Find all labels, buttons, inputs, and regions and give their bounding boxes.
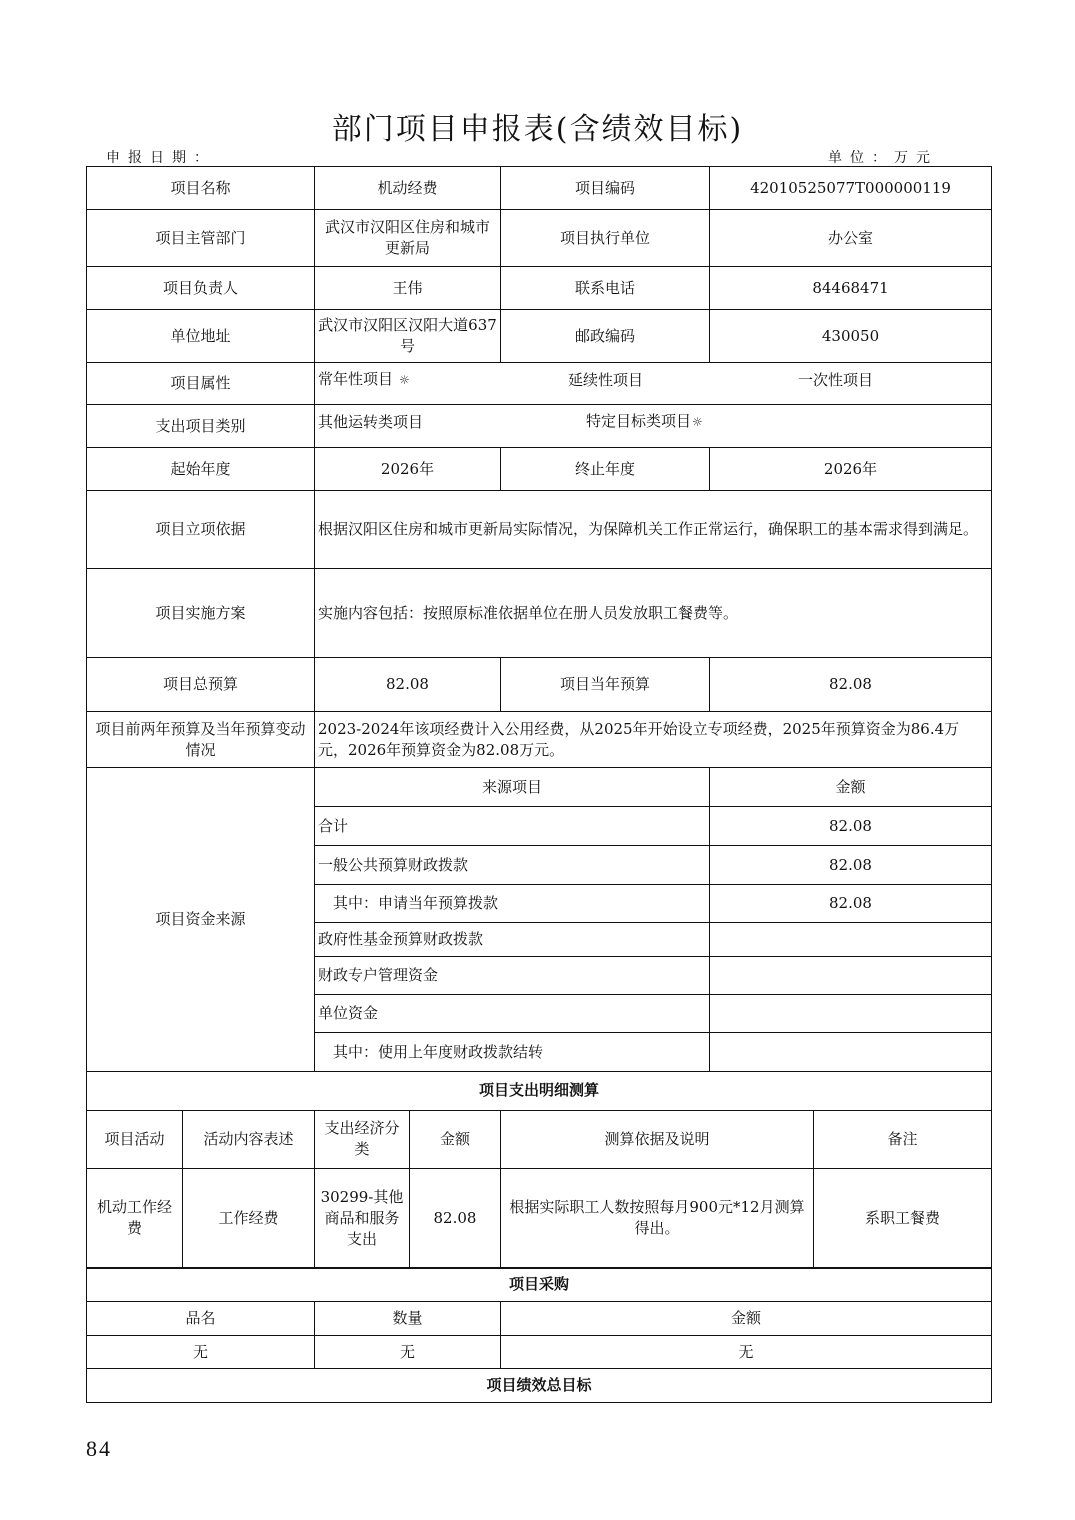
plan-label: 项目实施方案 <box>87 569 315 658</box>
start-year-label: 起始年度 <box>87 448 315 491</box>
phone-label: 联系电话 <box>501 267 710 310</box>
selected-marker-icon: ☼ <box>399 373 410 387</box>
plan-value: 实施内容包括：按照原标准依据单位在册人员发放职工餐费等。 <box>315 569 992 658</box>
header-item-name: 品名 <box>87 1302 315 1336</box>
category-options <box>315 405 992 448</box>
header-description: 活动内容表述 <box>183 1110 315 1168</box>
postcode-label: 邮政编码 <box>501 310 710 363</box>
funding-source: 其中：使用上年度财政拨款结转 <box>315 1033 710 1072</box>
procurement-title: 项目采购 <box>87 1268 992 1302</box>
selected-marker-icon: ☼ <box>692 415 703 429</box>
expense-detail-table <box>86 1071 992 1269</box>
end-year-label: 终止年度 <box>501 448 710 491</box>
attribute-option-onetime[interactable]: 一次性项目 <box>798 370 874 389</box>
funding-header-amount: 金额 <box>710 768 992 807</box>
expense-detail-title: 项目支出明细测算 <box>87 1071 992 1110</box>
funding-label: 项目资金来源 <box>87 768 315 1072</box>
manager-value: 王伟 <box>315 267 501 310</box>
basis-label: 项目立项依据 <box>87 491 315 569</box>
attribute-option-recurring[interactable]: 常年性项目 ☼ <box>318 370 410 388</box>
funding-source: 政府性基金预算财政拨款 <box>315 923 710 957</box>
row-supervising-dept <box>87 210 992 267</box>
category-option-specific-target[interactable]: 特定目标类项目☼ <box>586 412 703 430</box>
budget-change-label: 项目前两年预算及当年预算变动情况 <box>87 712 315 768</box>
expense-detail-header-row <box>87 1110 992 1168</box>
row-attribute <box>87 363 992 405</box>
page-number: 84 <box>86 1436 112 1461</box>
start-year-value: 2026年 <box>315 448 501 491</box>
unit-label: 单位：万元 <box>828 150 938 166</box>
project-code-label: 项目编码 <box>501 167 710 210</box>
address-label: 单位地址 <box>87 310 315 363</box>
procurement-header-row <box>87 1302 992 1336</box>
amount-cell: 82.08 <box>410 1168 501 1268</box>
procurement-table <box>86 1267 992 1403</box>
category-label: 支出项目类别 <box>87 405 315 448</box>
funding-amount: 82.08 <box>710 885 992 923</box>
description-cell: 工作经费 <box>183 1168 315 1268</box>
funding-amount: 82.08 <box>710 846 992 885</box>
executing-unit-label: 项目执行单位 <box>501 210 710 267</box>
funding-source: 单位资金 <box>315 995 710 1033</box>
item-name-cell: 无 <box>87 1336 315 1369</box>
attribute-option-continuing[interactable]: 延续性项目 <box>568 370 644 389</box>
attribute-options <box>315 363 992 405</box>
performance-title: 项目绩效总目标 <box>87 1369 992 1403</box>
basis-value: 根据汉阳区住房和城市更新局实际情况，为保障机关工作正常运行，确保职工的基本需求得到满足。 <box>315 491 992 569</box>
basic-info-table <box>86 166 992 1072</box>
funding-amount <box>710 1033 992 1072</box>
funding-amount: 82.08 <box>710 807 992 846</box>
funding-header-row <box>87 768 992 807</box>
header-amount: 金额 <box>501 1302 992 1336</box>
total-budget-value: 82.08 <box>315 658 501 712</box>
row-project-name <box>87 167 992 210</box>
postcode-value: 430050 <box>710 310 992 363</box>
executing-unit-value: 办公室 <box>710 210 992 267</box>
row-plan <box>87 569 992 658</box>
funding-source: 一般公共预算财政拨款 <box>315 846 710 885</box>
procurement-title-row <box>87 1268 992 1302</box>
row-basis <box>87 491 992 569</box>
row-budget <box>87 658 992 712</box>
funding-source: 其中：申请当年预算拨款 <box>315 885 710 923</box>
address-value: 武汉市汉阳区汉阳大道637号 <box>315 310 501 363</box>
row-manager <box>87 267 992 310</box>
current-budget-label: 项目当年预算 <box>501 658 710 712</box>
funding-source: 合计 <box>315 807 710 846</box>
row-budget-change <box>87 712 992 768</box>
document-title: 部门项目申报表(含绩效目标) <box>331 112 744 147</box>
row-address <box>87 310 992 363</box>
economic-class-cell: 30299-其他商品和服务支出 <box>315 1168 410 1268</box>
attribute-label: 项目属性 <box>87 363 315 405</box>
expense-detail-row <box>87 1168 992 1268</box>
budget-change-value: 2023-2024年该项经费计入公用经费，从2025年开始设立专项经费，2025年预算资金为86.4万元，2026年预算资金为82.08万元。 <box>315 712 992 768</box>
end-year-value: 2026年 <box>710 448 992 491</box>
phone-value: 84468471 <box>710 267 992 310</box>
project-code-value: 42010525077T000000119 <box>710 167 992 210</box>
report-date-label: 申报日期： <box>106 150 216 166</box>
header-quantity: 数量 <box>315 1302 501 1336</box>
funding-amount <box>710 923 992 957</box>
supervising-dept-label: 项目主管部门 <box>87 210 315 267</box>
funding-header-source: 来源项目 <box>315 768 710 807</box>
basis-cell: 根据实际职工人数按照每月900元*12月测算得出。 <box>501 1168 814 1268</box>
activity-cell: 机动工作经费 <box>87 1168 183 1268</box>
procurement-row <box>87 1336 992 1369</box>
manager-label: 项目负责人 <box>87 267 315 310</box>
project-name-label: 项目名称 <box>87 167 315 210</box>
header-remark: 备注 <box>814 1110 992 1168</box>
remark-cell: 系职工餐费 <box>814 1168 992 1268</box>
current-budget-value: 82.08 <box>710 658 992 712</box>
funding-source: 财政专户管理资金 <box>315 957 710 995</box>
row-category <box>87 405 992 448</box>
project-name-value: 机动经费 <box>315 167 501 210</box>
header-basis: 测算依据及说明 <box>501 1110 814 1168</box>
category-option-other-operation[interactable]: 其他运转类项目 <box>318 412 424 431</box>
supervising-dept-value: 武汉市汉阳区住房和城市更新局 <box>315 210 501 267</box>
project-application-form <box>86 166 991 1403</box>
row-years <box>87 448 992 491</box>
expense-detail-title-row <box>87 1071 992 1110</box>
total-budget-label: 项目总预算 <box>87 658 315 712</box>
funding-amount <box>710 957 992 995</box>
amount-cell: 无 <box>501 1336 992 1369</box>
header-amount: 金额 <box>410 1110 501 1168</box>
header-economic-class: 支出经济分类 <box>315 1110 410 1168</box>
header-activity: 项目活动 <box>87 1110 183 1168</box>
quantity-cell: 无 <box>315 1336 501 1369</box>
funding-amount <box>710 995 992 1033</box>
performance-title-row <box>87 1369 992 1403</box>
